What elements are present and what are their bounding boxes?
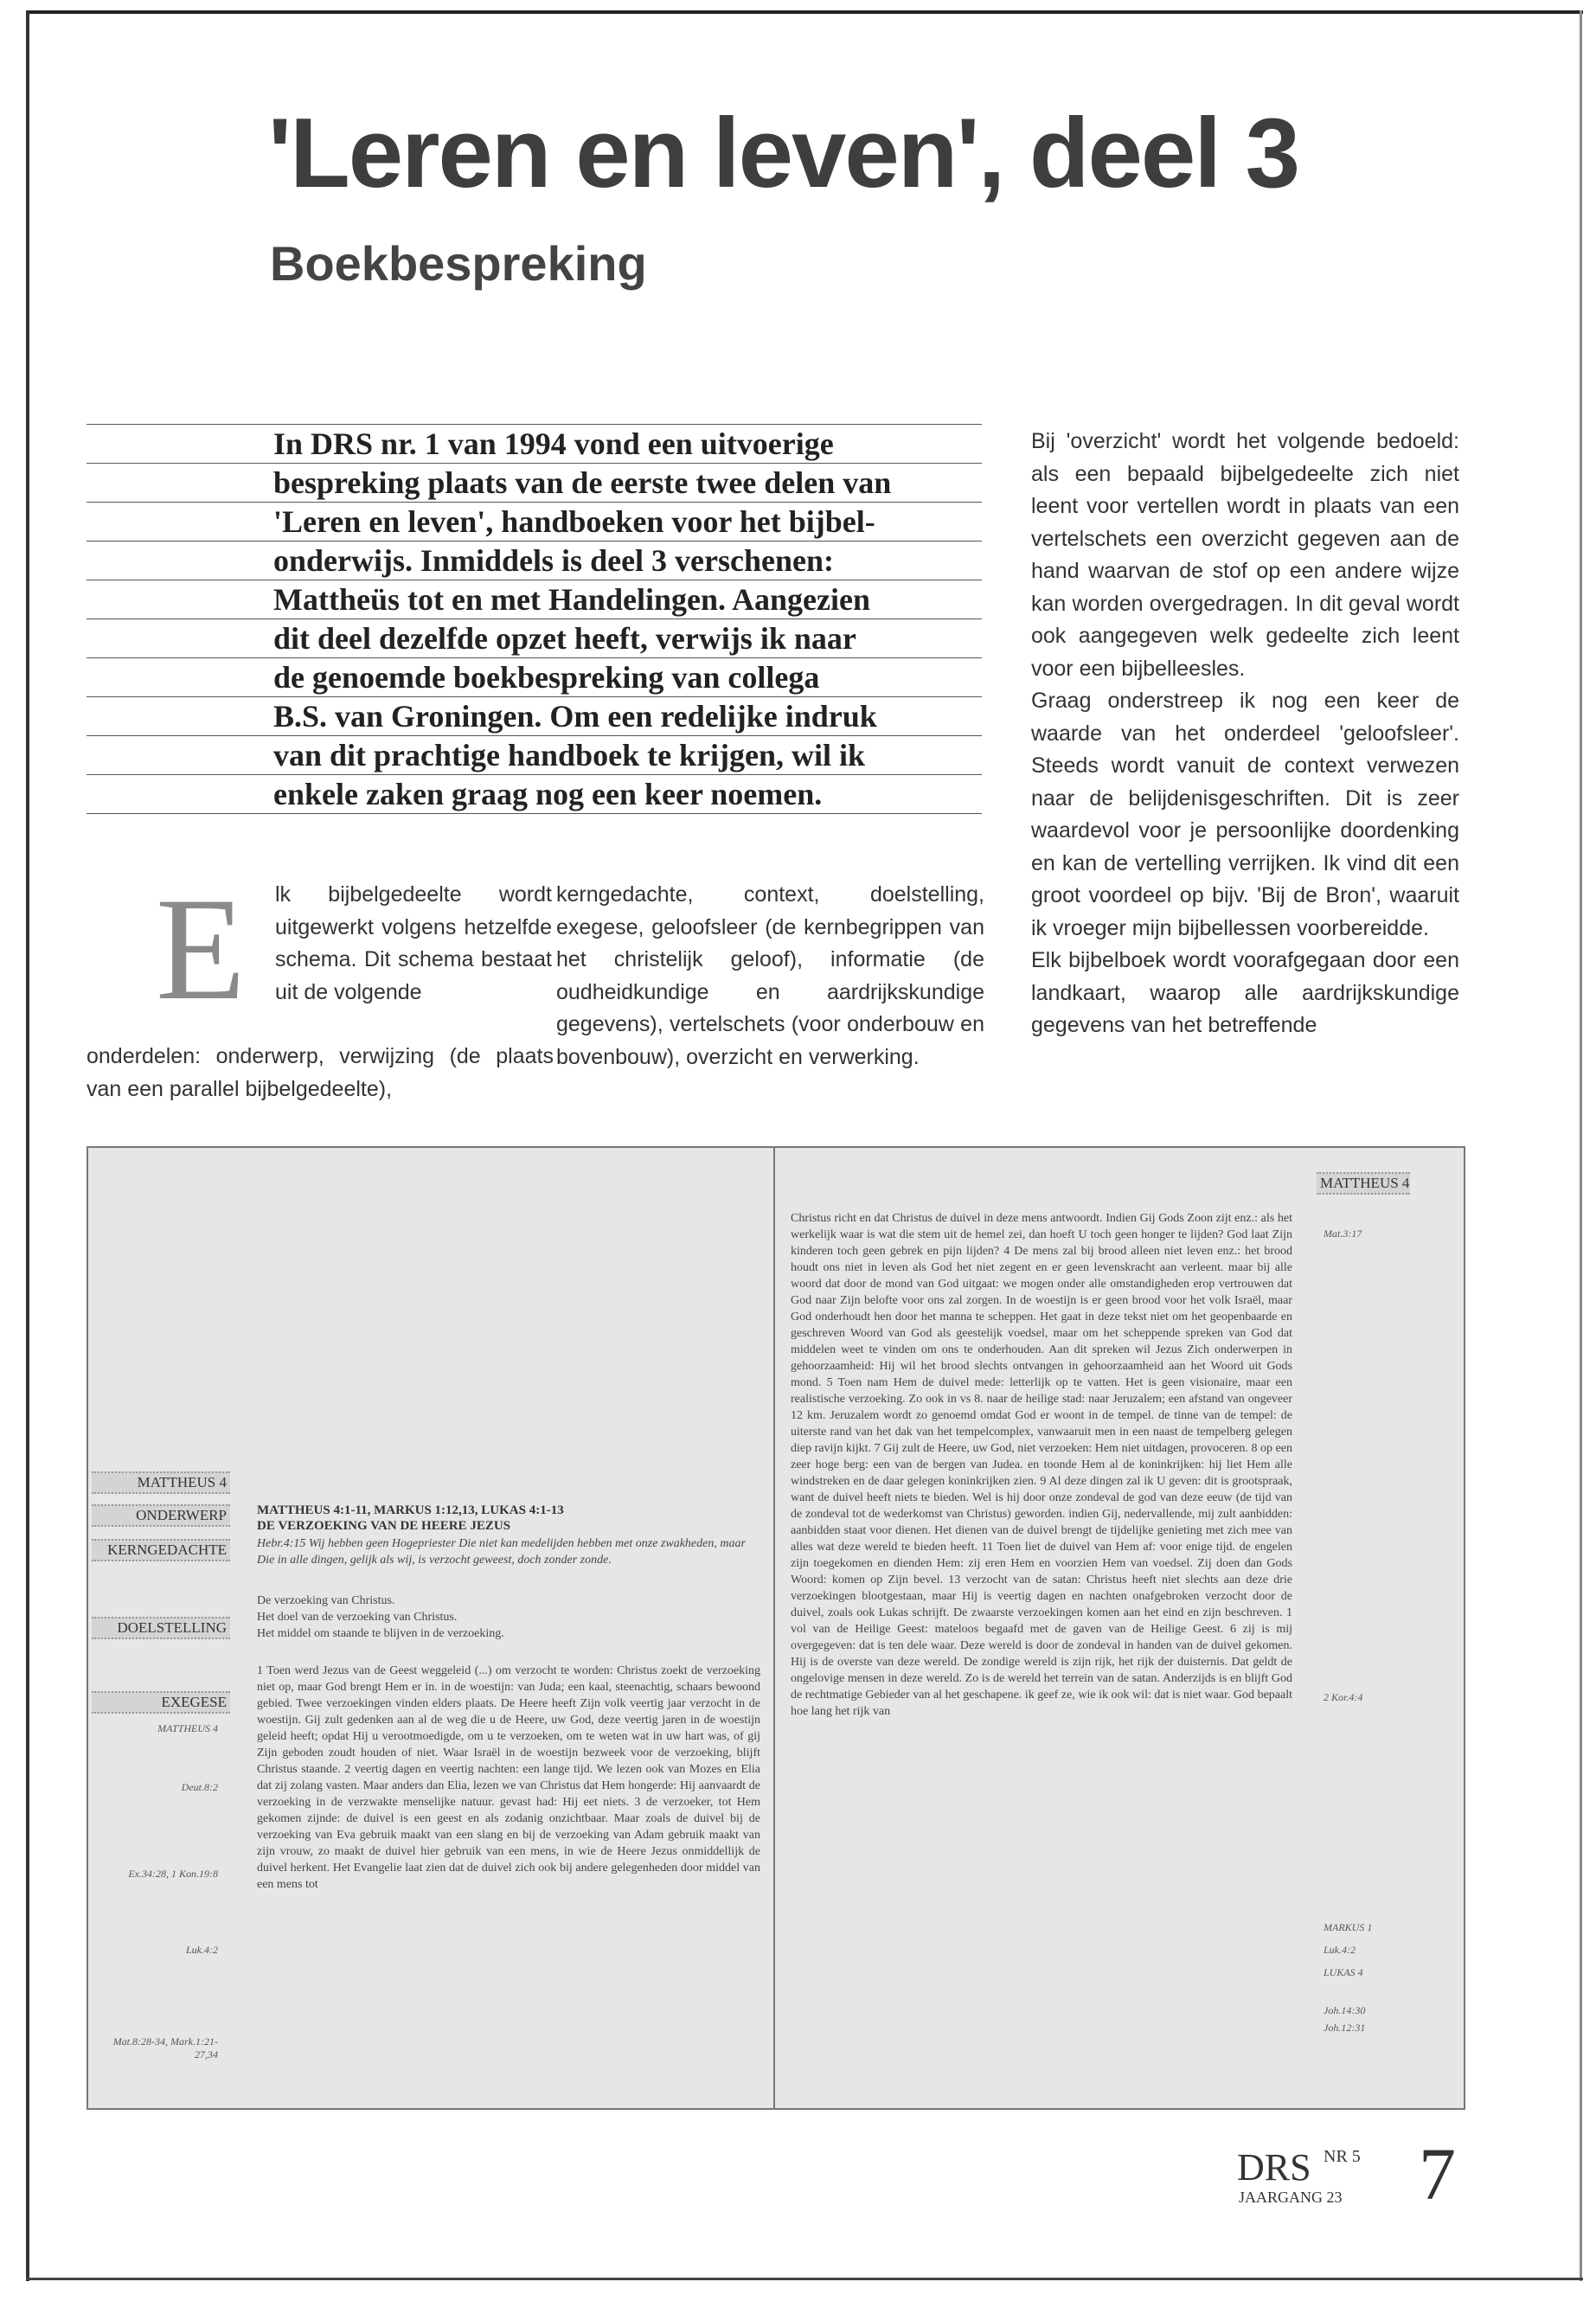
body-paragraph: Graag onderstreep ik nog een keer de waarde van het onderdeel 'geloofsleer'. Steeds wordt vanuit de context verwezen naar de belijdenisgeschriften. Dit is zeer waardevol voor je persoonlijke doordenking en kan de vertelling verrijken. Ik vind dit een groot voordeel op bijv. 'Bij de Bron', waaruit ik vroeger mijn bijbellessen voorbereidde. — [1031, 689, 1459, 940]
body-column-2: kerngedachte, context, doelstelling, exegese, geloofsleer (de kernbegrippen van het christelijk geloof), informatie (de oudheidkundige en aardrijkskundige gegevens), vertelschets (voor onderbouw en bovenbouw), overzicht en verwerking. — [556, 882, 984, 1069]
body-paragraph: Bij 'overzicht' wordt het volgende bedoeld: als een bepaald bijbelgedeelte zich niet leent voor vertellen wordt in plaats van een vertelschets een overzicht gegeven aan de hand waarvan de stof op een andere wijze kan worden overgedragen. In dit geval wordt ook aangegeven welk gedeelte zich leent voor een bijbelleesles. — [1031, 429, 1459, 681]
article-subtitle: Boekbespreking — [270, 236, 647, 291]
intro-line: de genoemde boekbespreking van collega — [87, 657, 982, 696]
intro-line: Mattheüs tot en met Handelingen. Aangezien — [87, 580, 982, 619]
frame-border-left — [26, 10, 29, 2281]
margin-ref: 2 Kor.4:4 — [1324, 1691, 1363, 1703]
margin-ref: Mat.8:28-34, Mark.1:21-27,34 — [112, 2035, 218, 2061]
drop-cap: E — [156, 868, 246, 1030]
tag-mattheus: MATTHEUS 4 — [92, 1471, 230, 1494]
frame-border-bottom — [26, 2278, 1583, 2280]
intro-line: enkele zaken graag nog een keer noemen. — [87, 774, 982, 814]
margin-ref: Joh.14:30 — [1324, 2004, 1366, 2016]
doelstelling-item: Het middel om staande te blijven in de verzoeking. — [257, 1627, 504, 1640]
body-column-1-top: lk bijbelgedeelte wordt uitgewerkt volgens hetzelfde schema. Dit schema bestaat uit de volgende — [275, 882, 552, 1004]
doelstelling-list — [257, 1593, 760, 1642]
intro-line: B.S. van Groningen. Om een redelijke indruk — [87, 696, 982, 735]
body-paragraph: Elk bijbelboek wordt voorafgegaan door een landkaart, waarop alle aardrijkskundige gegevens van het betreffende — [1031, 948, 1459, 1037]
page-number: 7 — [1419, 2132, 1456, 2215]
margin-ref: MATTHEUS 4 — [157, 1722, 218, 1734]
handbook-page-figure — [87, 1146, 1465, 2110]
kerngedachte-text: Hebr.4:15 Wij hebben geen Hogepriester Die niet kan medelijden hebben met onze zwakheden, maar Die in alle dingen, gelijk als wij, is verzocht geweest, doch zonder zonde. — [257, 1537, 746, 1567]
margin-ref: Luk.4:2 — [1324, 1944, 1356, 1956]
body-column-1-bottom: onderdelen: onderwerp, verwijzing (de plaats van een parallel bijbelgedeelte), — [87, 1044, 554, 1101]
intro-lead — [87, 424, 982, 814]
tag-exegese: EXEGESE — [92, 1691, 230, 1714]
doelstelling-item: De verzoeking van Christus. — [257, 1594, 395, 1607]
tag-mattheus-right: MATTHEUS 4 — [1317, 1172, 1410, 1195]
intro-line: van dit prachtige handboek te krijgen, wil ik — [87, 735, 982, 774]
margin-ref: MARKUS 1 — [1324, 1921, 1373, 1933]
intro-line: In DRS nr. 1 van 1994 vond een uitvoerige — [87, 424, 982, 463]
figure-divider — [773, 1148, 775, 2108]
tag-kerngedachte: KERNGEDACHTE — [92, 1539, 230, 1561]
doelstelling-item: Het doel van de verzoeking van Christus. — [257, 1611, 458, 1624]
figure-left-column — [257, 1535, 760, 1893]
tag-onderwerp: ONDERWERP — [92, 1504, 230, 1527]
margin-ref: Mat.3:17 — [1324, 1227, 1362, 1240]
figure-right-column — [791, 1210, 1292, 1720]
margin-ref: Joh.12:31 — [1324, 2022, 1366, 2034]
intro-line: onderwijs. Inmiddels is deel 3 verschenen: — [87, 541, 982, 580]
margin-ref: Deut.8:2 — [181, 1781, 218, 1793]
footer-journal: DRS — [1237, 2146, 1311, 2189]
intro-line: 'Leren en leven', handboeken voor het bijbel- — [87, 502, 982, 541]
intro-line: bespreking plaats van de eerste twee delen van — [87, 463, 982, 502]
intro-line: dit deel dezelfde opzet heeft, verwijs ik naar — [87, 619, 982, 657]
footer-volume: JAARGANG 23 — [1239, 2189, 1343, 2206]
tag-doelstelling: DOELSTELLING — [92, 1617, 230, 1639]
article-title: 'Leren en leven', deel 3 — [268, 99, 1299, 208]
figure-heading: MATTHEUS 4:1-11, MARKUS 1:12,13, LUKAS 4:1-13 DE VERZOEKING VAN DE HEERE JEZUS — [257, 1503, 564, 1533]
frame-border-top — [26, 10, 1583, 14]
margin-ref: Luk.4:2 — [186, 1944, 218, 1956]
exegese-text-right: Christus richt en dat Christus de duivel in deze mens antwoordt. Indien Gij Gods Zoon zijt enz.: als het werkelijk waar is wat die stem uit de hemel zei, dan hoeft U toch geen honger te lijden? God laat Zijn kinderen toch geen gebrek en pijn lijden? 4 De mens zal bij brood alleen niet leven enz.: het brood houdt ons niet in leven als God het niet zegent en er geen levenskracht aan verleent. maar bij alle woord dat door de mond van God uitgaat: we mogen onder alle omstandigheden erop vertrouwen dat God naar Zijn belofte voor ons zal zorgen. In de woestijn is er geen brood voor het volk Israël, maar God onderhoudt hen door het manna te scheppen. Het gaat in deze tekst niet om het geopenbaarde en geschreven Woord van God als geestelijk voedsel, maar om het scheppende spreken van God dat middelen weet te vinden om ons te onderhouden. Aan dit spreken wil Jezus Zich onderwerpen in gehoorzaamheid: Hij wil het brood slechts ontvangen in gehoorzaamheid aan het Woord uit Gods mond. 5 Toen nam Hem de duivel mede: letterlijk op te vatten. Het is geen visionaire, maar een realistische verzoeking. Zo ook in vs 8. naar de heilige stad: naar Jeruzalem; een afstand van ongeveer 12 km. Jeruzalem wordt zo genoemd omdat God er woont in de tempel. de tinne van de tempel: de uiterste rand van het dak van het tempelcomplex, vanwaaruit men in een naast de tempelberg gelegen diep ravijn kijkt. 7 Gij zult de Heere, uw God, niet verzoeken: Hem niet uitdagen, provoceren. 8 op een zeer hoge berg: een van de bergen van Judea. en toonde Hem al de koninkrijken: hij liet Hem alle windstreken en de daar gelegen koninkrijken zien. 9 Al deze dingen zal ik U geven: dit is grootspraak, want de duivel heeft niets te bieden. Wel is hij door onze zondeval de god van deze eeuw (de tijd van de zondeval tot de wederkomst van Christus) geworden. indien Gij, nedervallende, mij zult aanbidden: aanbidden staat voor dienen. Het dienen van de duivel brengt de tijdelijke genieting met zich mee van alles wat deze wereld te bieden heeft. 11 Toen liet de duivel van Hem af: voor enige tijd. de engelen zijn toegekomen en dienden Hem: zij eren Hem en voorzien Hem van voedsel. Zij doen dan Gods Woord: komen op Zijn bevel. 13 verzocht van de satan: Christus heeft niet slechts aan deze drie verzoekingen blootgestaan, maar Hij is veertig dagen en nachten onafgebroken verzocht door de duivel, zoals ook Lukas schrijft. De zwaarste verzoekingen komen aan het eind en zijn beschreven. 1 vol van de Heilige Geest: mateloos begaafd met de gaven van de Heilige Geest. 6 zij is mij overgegeven: dat is ten dele waar. Deze wereld is door de zondeval in handen van de duivel gekomen. Hij is de overste van deze wereld. De zondige wereld is zijn rijk, het rijk der duisternis. Dat geldt de ongelovige mensen in deze wereld. Zo is de wereld het terrein van de satan. Anderzijds is en blijft God de rechtmatige Gebieder van al het geschapene. ik geef ze, wie ik ook wil: dat is niet waar. God bepaalt hoe lang het rijk van — [791, 1212, 1292, 1718]
body-column-3 — [1031, 426, 1459, 1042]
margin-ref: Ex.34:28, 1 Kon.19:8 — [128, 1868, 218, 1880]
exegese-text-left: 1 Toen werd Jezus van de Geest weggeleid (...) om verzocht te worden: Christus zoekt de verzoeking niet op, maar God brengt Hem er in. in de woestijn: van Juda; een kaal, steenachtig, schaars bewoond gebied. Twee verzoekingen vinden elders plaats. De Heere heeft Zijn volk veertig jaar verzocht in de woestijn. Gij zult gedenken aan al de weg die u de Heere, uw God, deze veertig jaren in de woestijn geleid heeft; opdat Hij u verootmoedigde, om u te verzoeken, om te weten wat in uw hart was, of gij Zijn geboden zoudt houden of niet. Waar Israël in de woestijn bezweek voor de verzoeking, blijft Christus staande. 2 veertig dagen en veertig nachten: een lange tijd. We lezen ook van Mozes en Elia dat zij zolang vasten. Maar anders dan Elia, lezen we van Christus dat Hem hongerde: Hij aanvaardt de verzoeking in de verzwakte menselijke natuur. gevast had: Hij eet niets. 3 de verzoeker, tot Hem gekomen zijnde: de duivel is een geest en als zodanig onzichtbaar. Maar zoals de duivel bij de verzoeking van Eva gebruik maakt van een slang en bij de verzoeking van Adam gebruik maakt van zijn vrouw, zo maakt de duivel hier gebruik van een mens, in wie de Heere Jezus onmiddellijk de duivel herkent. Het Evangelie laat zien dat de duivel zich ook bij andere gelegenheden door middel van een mens tot — [257, 1664, 760, 1891]
footer-issue: NR 5 — [1324, 2147, 1361, 2166]
margin-ref: LUKAS 4 — [1324, 1966, 1363, 1978]
frame-border-right — [1580, 10, 1582, 2281]
